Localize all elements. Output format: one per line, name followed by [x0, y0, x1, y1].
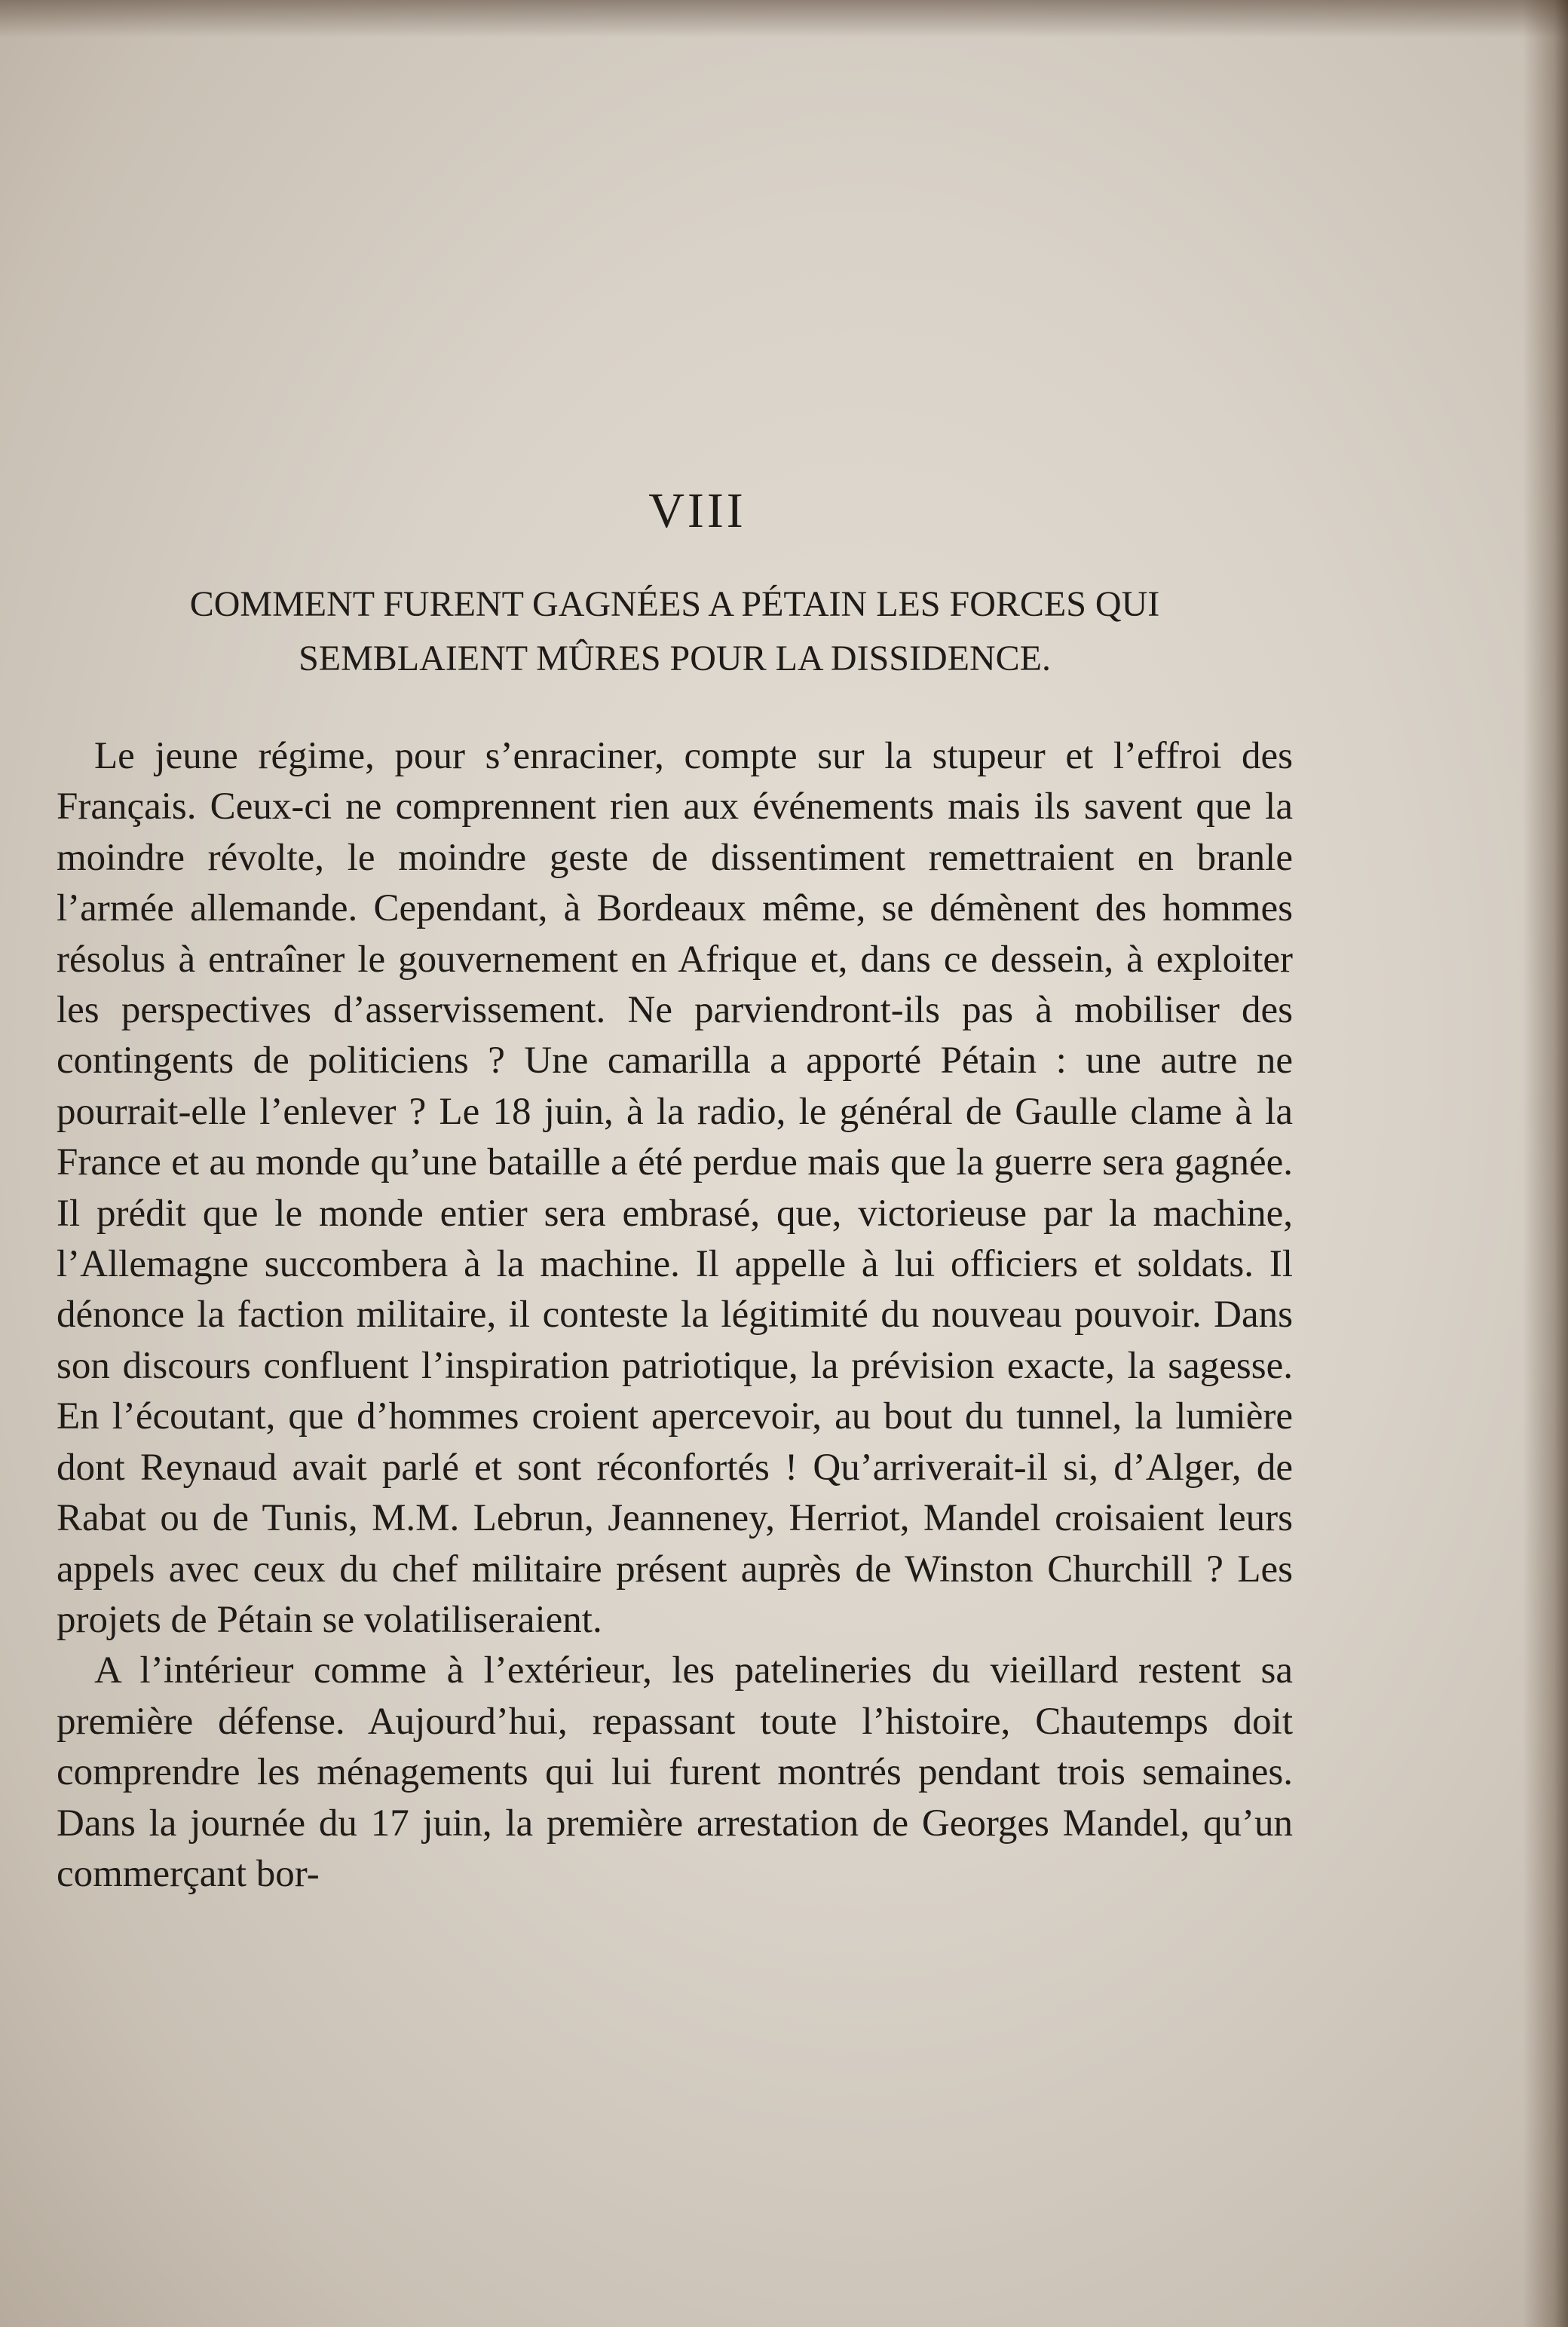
body-paragraph-2: A l’intérieur comme à l’extérieur, les patelineries du vieillard restent sa première défense. Aujourd’hui, repassant toute l’histoire, Chautemps doit comprendre les ménagements qui lui furent montrés pendant trois semaines. Dans la journée du 17 juin, la première arrestation de Georges Mandel, qu’un commerçant bor-: [57, 1649, 1293, 1895]
page-top-edge: [0, 0, 1568, 38]
chapter-title-line-2: SEMBLAIENT MÛRES POUR LA DISSIDENCE.: [299, 638, 1051, 678]
chapter-title-line-1: COMMENT FURENT GAGNÉES A PÉTAIN LES FORCES QUI: [189, 584, 1160, 624]
page-right-edge: [1523, 0, 1568, 2327]
page-text-block: [57, 482, 1293, 1900]
chapter-number: VIII: [648, 483, 746, 538]
chapter-title: [57, 577, 1293, 686]
body-paragraph-1: Le jeune régime, pour s’enraciner, compte sur la stupeur et l’effroi des Français. Ceux-ci ne comprennent rien aux événements mais ils savent que la moindre révolte, le moindre geste de dissentiment remettraient en branle l’armée allemande. Cependant, à Bordeaux même, se démènent des hommes résolus à entraîner le gouvernement en Afrique et, dans ce dessein, à exploiter les perspectives d’asservissement. Ne parviendront-ils pas à mobiliser des contingents de politiciens ? Une camarilla a apporté Pétain : une autre ne pourrait-elle l’enlever ? Le 18 juin, à la radio, le général de Gaulle clame à la France et au monde qu’une bataille a été perdue mais que la guerre sera gagnée. Il prédit que le monde entier sera embrasé, que, victorieuse par la machine, l’Allemagne succombera à la machine. Il appelle à lui officiers et soldats. Il dénonce la faction militaire, il conteste la légitimité du nouveau pouvoir. Dans son discours confluent l’inspiration patriotique, la prévision exacte, la sagesse. En l’écoutant, que d’hommes croient apercevoir, au bout du tunnel, la lumière dont Reynaud avait parlé et sont réconfortés ! Qu’arriverait-il si, d’Alger, de Rabat ou de Tunis, M.M. Lebrun, Jeanneney, Herriot, Mandel croisaient leurs appels avec ceux du chef militaire présent auprès de Winston Churchill ? Les projets de Pétain se volatiliseraient.: [57, 735, 1293, 1641]
